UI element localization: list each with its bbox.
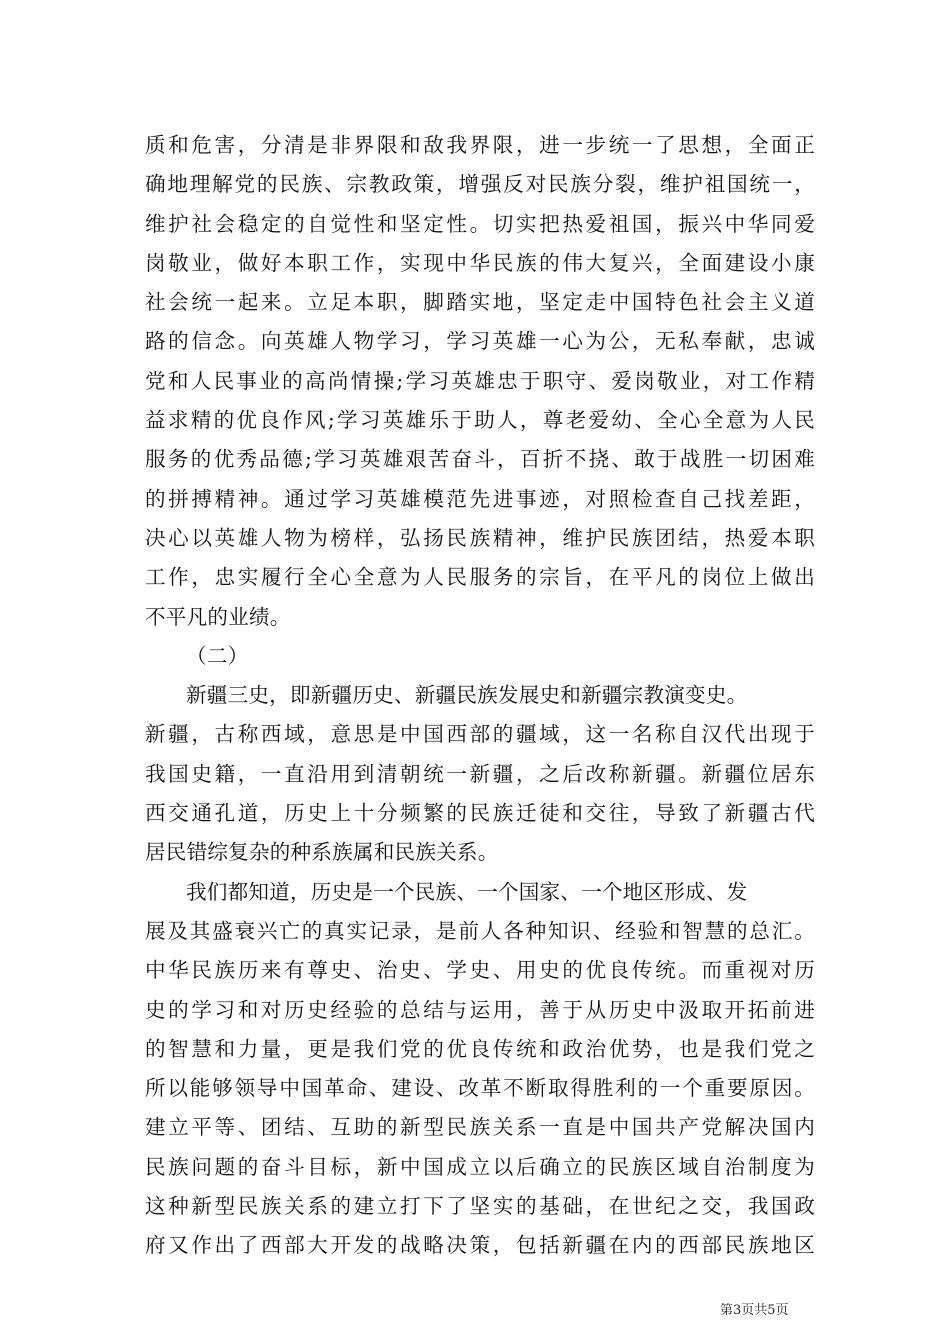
text-line: 社会统一起来。立足本职，脚踏实地，坚定走中国特色社会主义道	[145, 290, 815, 315]
text-line: 的智慧和力量，更是我们党的优良传统和政治优势，也是我们党之	[145, 1036, 815, 1061]
text-line: 的拼搏精神。通过学习英雄模范先进事迹，对照检查自己找差距，	[145, 486, 815, 511]
text-line: 我们都知道，历史是一个民族、一个国家、一个地区形成、发	[186, 879, 748, 904]
text-line: 岗敬业，做好本职工作，实现中华民族的伟大复兴，全面建设小康	[145, 250, 815, 275]
section-heading: （二）	[186, 643, 249, 668]
text-line: 不平凡的业绩。	[145, 604, 291, 629]
text-line: 这种新型民族关系的建立打下了坚实的基础，在世纪之交，我国政	[145, 1194, 815, 1219]
text-line: 路的信念。向英雄人物学习，学习英雄一心为公，无私奉献，忠诚	[145, 329, 815, 354]
text-line: 确地理解党的民族、宗教政策，增强反对民族分裂，维护祖国统一，	[145, 172, 815, 197]
text-line: 质和危害，分清是非界限和敌我界限，进一步统一了思想，全面正	[145, 133, 815, 157]
text-line: 西交通孔道，历史上十分频繁的民族迁徒和交往，导致了新疆古代	[145, 801, 815, 826]
text-line: 益求精的优良作风;学习英雄乐于助人，尊老爱幼、全心全意为人民	[145, 408, 815, 433]
text-line: 史的学习和对历史经验的总结与运用，善于从历史中汲取开拓前进	[145, 997, 815, 1022]
page-number-footer: 第3页共5页	[720, 1303, 789, 1318]
text-line: 服务的优秀品德;学习英雄艰苦奋斗，百折不挠、敢于战胜一切困难	[145, 447, 815, 472]
text-line: 所以能够领导中国革命、建设、改革不断取得胜利的一个重要原因。	[145, 1076, 815, 1101]
document-body	[145, 126, 815, 1266]
text-line: 居民错综复杂的种系族属和民族关系。	[145, 840, 499, 865]
text-line: 新疆，古称西域，意思是中国西部的疆域，这一名称自汉代出现于	[145, 722, 815, 747]
text-line: 工作，忠实履行全心全意为人民服务的宗旨，在平凡的岗位上做出	[145, 565, 815, 590]
text-line: 决心以英雄人物为榜样，弘扬民族精神，维护民族团结，热爱本职	[145, 525, 815, 550]
text-line: 展及其盛衰兴亡的真实记录，是前人各种知识、经验和智慧的总汇。	[145, 918, 815, 943]
text-line: 维护社会稳定的自觉性和坚定性。切实把热爱祖国，振兴中华同爱	[145, 211, 815, 236]
text-line: 府又作出了西部大开发的战略决策，包括新疆在内的西部民族地区	[145, 1233, 815, 1258]
text-line: 我国史籍，一直沿用到清朝统一新疆，之后改称新疆。新疆位居东	[145, 761, 815, 786]
text-line: 民族问题的奋斗目标，新中国成立以后确立的民族区域自治制度为	[145, 1154, 815, 1179]
text-line: 新疆三史，即新疆历史、新疆民族发展史和新疆宗教演变史。	[186, 683, 748, 708]
text-line: 中华民族历来有尊史、治史、学史、用史的优良传统。而重视对历	[145, 958, 815, 983]
text-line: 建立平等、团结、互助的新型民族关系一直是中国共产党解决国内	[145, 1115, 815, 1140]
text-line: 党和人民事业的高尚情操;学习英雄忠于职守、爱岗敬业，对工作精	[145, 368, 815, 393]
